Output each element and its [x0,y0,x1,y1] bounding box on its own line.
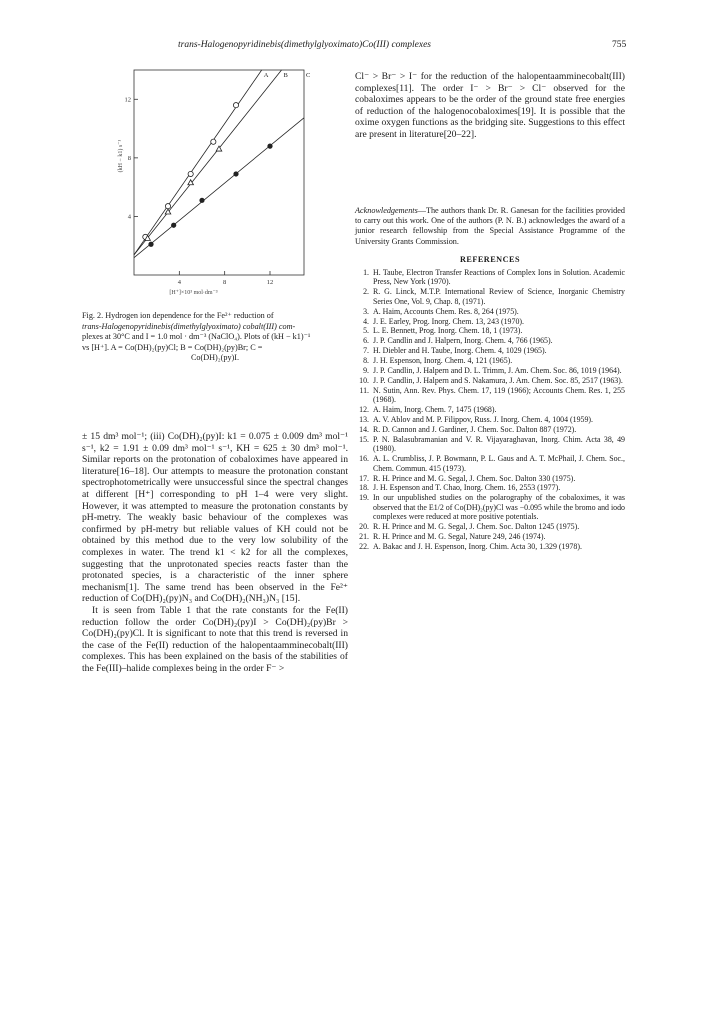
reference-item [355,366,625,375]
acknowledgements [355,206,625,247]
data-point-C [148,242,153,247]
x-tick-label: 8 [223,279,227,286]
reference-text: J. P. Candlin and J. Halpern, Inorg. Chem. 4, 766 (1965). [373,336,553,346]
reference-number: 1. [363,268,369,277]
reference-number: 15. [359,434,369,444]
reference-item [355,287,625,306]
y-tick-label: 4 [127,213,131,221]
x-axis-label: [H⁺]×10³ mol·dm⁻³ [169,290,218,296]
body-paragraph: It is seen from Table 1 that the rate constants for the Fe(II) reduction follow the order Co(DH)₂(py)I > Co(DH)₂(py)Br > Co(DH)₂(py)Cl. It is significant to note that this trend is reversed in the case of the Fe(II) reduction of the halopentaamminecobalt(III) complexes. This has been explained on the basis of the stabilities of the Fe(III)–halide complexes being in the order F⁻ > [82,604,348,674]
data-point-C [199,198,204,203]
caption-line: plexes at 30°C and I = 1.0 mol · dm⁻³ (NaClO₄). Plots of (kH − k1)⁻¹ [82,332,311,342]
reference-number: 16. [359,454,369,464]
reference-text: A. Bakac and J. H. Espenson, Inorg. Chim. Acta 30, 1.329 (1978). [373,541,582,551]
reference-item [355,356,625,365]
reference-text: H. Taube, Electron Transfer Reactions of Complex Ions in Solution. Academic Press, New York (1970). [373,268,625,287]
right-column-body [355,71,625,141]
data-point-A [165,204,170,209]
reference-item [355,522,625,531]
running-title: trans-Halogenopyridinebis(dimethylglyoximato)Co(III) complexes [178,40,432,50]
chart-svg [108,62,318,302]
reference-text: N. Sutin, Ann. Rev. Phys. Chem. 17, 119 (1966); Accounts Chem. Res. 1, 255 (1968). [373,385,625,405]
reference-item [355,532,625,541]
reference-item [355,386,625,405]
reference-text: H. Diebler and H. Taube, Inorg. Chem. 4, 1029 (1965). [373,346,547,356]
caption-line: Co(DH)₂(py)I. [190,353,240,363]
x-tick-label: 12 [266,279,274,286]
reference-number: 6. [363,336,369,346]
reference-number: 12. [359,405,369,415]
reference-item [355,376,625,385]
reference-number: 17. [359,473,369,483]
reference-text: R. H. Prince and M. G. Segal, Nature 249, 246 (1974). [373,531,546,541]
data-point-C [267,144,272,149]
body-paragraph: ± 15 dm³ mol⁻¹; (iii) Co(DH)₂(py)I: k1 = 0.075 ± 0.009 dm³ mol⁻¹ s⁻¹, k2 = 1.91 ± 0.09 dm³ mol⁻¹ s⁻¹, KH = 625 ± 30 dm³ mol⁻¹. Similar reports on the protonation of cobaloximes have appeared in literature[16–18]. Our attempts to measure the protonation constant spectrophotometrically were unsuccessful since the spectral changes at different [H⁺] corresponding to pH 1–4 were very slight. However, it was attempted to measure the protonation constants by pH-metry. The weakly basic behaviour of the complexes was confirmed by pH-metry but reliable values of KH could not be obtained by this method due to the very low solubility of the complexes in water. The trend k1 < k2 for all the complexes, suggesting that the unprotonated species reacts faster than the protonated species, is a characteristic of the inner sphere mechanism[1]. The same trend has been observed in the Fe²⁺ reduction of Co(DH)₂(py)N₃ and Co(DH)₂(NH₃)N₃ [15]. [82,431,348,605]
reference-item [355,435,625,454]
reference-item [355,425,625,434]
reference-text: J. H. Espenson, Inorg. Chem. 4, 121 (1965). [373,356,513,366]
data-point-B [188,180,194,185]
y-tick-label: 12 [124,96,131,104]
series-label-B: B [283,72,288,79]
page-number: 755 [612,40,627,50]
reference-text: J. H. Espenson and T. Chao, Inorg. Chem. 16, 2553 (1977). [373,483,561,493]
fit-line-C [134,118,304,258]
data-point-A [211,139,216,144]
data-point-A [233,103,238,108]
reference-text: J. P. Candlin, J. Halpern and D. L. Trimm, J. Am. Chem. Soc. 86, 1019 (1964). [373,366,622,376]
reference-number: 9. [363,366,369,376]
reference-number: 5. [363,326,369,336]
reference-number: 8. [363,356,369,366]
reference-text: L. E. Bennett, Prog. Inorg. Chem. 18, 1 (1973). [373,326,523,336]
data-point-C [233,171,238,176]
reference-number: 3. [363,306,369,316]
series-label-C: C [306,72,311,79]
reference-number: 22. [359,541,369,551]
reference-text: J. P. Candlin, J. Halpern and S. Nakamura, J. Am. Chem. Soc. 85, 2517 (1963). [373,375,623,385]
reference-text: A. Haim, Accounts Chem. Res. 8, 264 (1975). [373,306,519,316]
reference-number: 10. [359,375,369,385]
reference-number: 18. [359,483,369,493]
reference-item [355,493,625,521]
reference-item [355,317,625,326]
caption-line: trans-Halogenopyridinebis(dimethylglyoximato) cobalt(III) com- [82,321,296,331]
reference-text: R. G. Linck, M.T.P. International Review of Science, Inorganic Chemistry Series One, Vol. 9, Chap. 8, (1971). [373,287,625,306]
x-tick-label: 4 [177,279,181,286]
fit-line-B [134,70,282,255]
reference-text: A. L. Crumbliss, J. P. Bowmann, P. L. Gaus and A. T. McPhail, J. Chem. Soc., Chem. Commun. 415 (1973). [373,454,625,473]
reference-number: 2. [363,287,369,297]
reference-number: 20. [359,522,369,532]
reference-text: R. D. Cannon and J. Gardiner, J. Chem. Soc. Dalton 887 (1972). [373,425,577,434]
reference-item [355,415,625,424]
data-point-C [171,223,176,228]
acknowledgements-text: —The authors thank Dr. R. Ganesan for the facilities provided to carry out this work. One of the authors (P. N. B.) acknowledges the award of a junior research fellowship from the Special Assistance Programme of the University Grants Commission. [355,206,625,246]
plot-frame [134,70,304,275]
left-column-body [82,431,348,674]
reference-item [355,346,625,355]
reference-item [355,405,625,414]
reference-text: P. N. Balasubramanian and V. R. Vijayaraghavan, Inorg. Chim. Acta 38, 49 (1980). [373,434,625,454]
reference-number: 11. [359,385,369,395]
reference-text: R. H. Prince and M. G. Segal, J. Chem. Soc. Dalton 1245 (1975). [373,522,580,532]
reference-text: A. Haim, Inorg. Chem. 7, 1475 (1968). [373,405,497,415]
reference-item [355,268,625,287]
caption-line: Fig. 2. Hydrogen ion dependence for the Fe²⁺ reduction of [82,311,274,320]
fit-line-A [134,70,262,255]
reference-number: 21. [359,531,369,541]
reference-text: R. H. Prince and M. G. Segal, J. Chem. Soc. Dalton 330 (1975). [373,473,576,483]
references-list [355,268,625,552]
reference-item [355,474,625,483]
reference-item [355,307,625,316]
reference-number: 7. [363,346,369,356]
figure-caption [82,311,348,364]
reference-text: A. V. Ablov and M. P. Filippov, Russ. J. Inorg. Chem. 4, 1004 (1959). [373,415,594,425]
references-title: REFERENCES [459,255,521,264]
reference-item [355,454,625,473]
reference-text: In our unpublished studies on the polarography of the cobaloximes, it was observed that the E1/2 of Co(DH)₂(py)Cl was −0.095 while the bromo and iodo complexes were reduced at more positive potentials. [373,493,625,522]
acknowledgements-heading: Acknowledgements [355,206,418,215]
reference-item [355,542,625,551]
figure-2 [108,62,318,302]
reference-item [355,326,625,335]
y-tick-label: 8 [127,154,131,162]
reference-number: 19. [359,493,369,503]
series-label-A: A [263,72,269,79]
data-point-A [188,171,193,176]
reference-item [355,336,625,345]
y-axis-label: (kH − k1) s⁻¹ [118,139,124,173]
reference-number: 14. [359,425,369,434]
reference-item [355,483,625,492]
data-point-B [216,146,222,151]
reference-number: 13. [359,415,369,425]
body-paragraph: Cl⁻ > Br⁻ > I⁻ for the reduction of the halopentaamminecobalt(III) complexes[11]. The order I⁻ > Br⁻ > Cl⁻ observed for the cobaloximes appears to be the order of the ground state free energies of reduction of the halogenocobaloximes[19]. It is possible that the oxime oxygen functions as the bridging site. Suggestions to this effect are present in literature[20–22]. [355,71,625,140]
caption-line: vs [H⁺]. A = Co(DH)₂(py)Cl; B = Co(DH)₂(py)Br; C = [82,342,263,352]
reference-number: 4. [363,316,369,326]
reference-text: J. E. Earley, Prog. Inorg. Chem. 13, 243 (1970). [373,316,524,326]
